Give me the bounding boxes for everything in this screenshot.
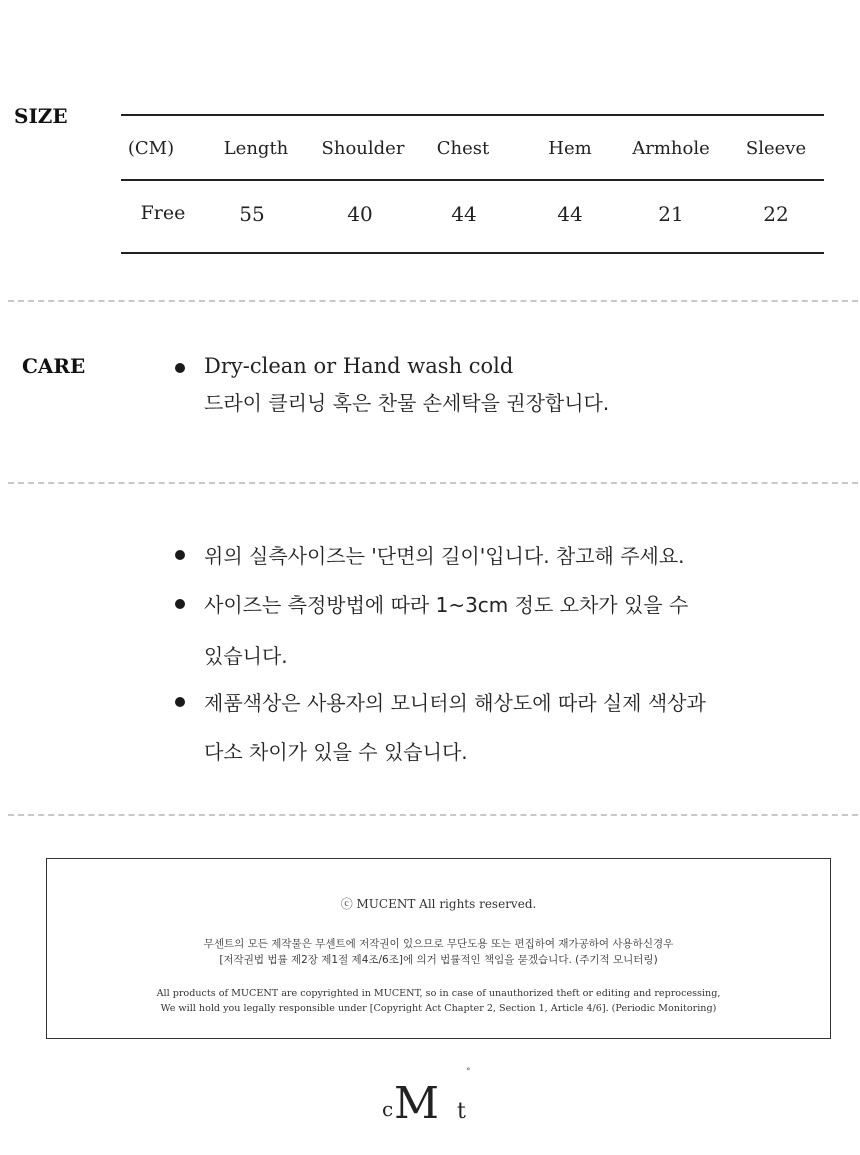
header-sleeve: Sleeve <box>745 138 807 159</box>
copyright-en-line-1: All products of MUCENT are copyrighted in MUCENT, so in case of unauthorized theft or editing and reprocessing, <box>156 988 721 999</box>
copyright-kr-line-1: 무센트의 모든 제작물은 무센트에 저작권이 있으므로 무단도용 또는 편집하여 재가공하여 사용하신경우 <box>203 938 674 950</box>
copyright-kr-line-2: [저작권법 법률 제2장 제1절 제4조/6조]에 의거 법률적인 책임을 묻겠습니다. (주기적 모니터링) <box>219 954 658 966</box>
care-line-kr: 드라이 클리닝 혹은 찬물 손세탁을 권장합니다. <box>204 391 610 415</box>
care-line-en: Dry-clean or Hand wash cold <box>204 354 514 378</box>
note-bullet-1 <box>175 550 185 560</box>
row-shoulder: 40 <box>347 202 373 226</box>
row-length: 55 <box>239 202 265 226</box>
logo-letter-c: c <box>382 1097 394 1121</box>
copyright-line: ⓒ MUCENT All rights reserved. <box>340 897 537 911</box>
table-top-rule <box>121 114 824 116</box>
header-cm: (CM) <box>127 138 175 159</box>
row-size: Free <box>140 202 186 224</box>
header-armhole: Armhole <box>632 138 710 159</box>
header-hem: Hem <box>548 138 592 159</box>
note-2-line-2: 있습니다. <box>204 644 288 668</box>
header-shoulder: Shoulder <box>321 138 405 159</box>
row-armhole: 21 <box>658 202 684 226</box>
care-bullet <box>175 363 185 373</box>
table-header-rule <box>121 179 824 181</box>
size-section-label: SIZE <box>14 104 68 128</box>
logo-letter-t: t <box>457 1099 466 1124</box>
row-hem: 44 <box>557 202 583 226</box>
divider-3 <box>8 814 858 816</box>
note-1-line-1: 위의 실측사이즈는 '단면의 길이'입니다. 참고해 주세요. <box>204 544 685 568</box>
note-3-line-1: 제품색상은 사용자의 모니터의 해상도에 따라 실제 색상과 <box>204 691 706 715</box>
copyright-notice-box <box>46 858 831 1039</box>
note-bullet-2 <box>175 599 185 609</box>
note-3-line-2: 다소 차이가 있을 수 있습니다. <box>204 740 468 764</box>
care-section-label: CARE <box>22 354 86 378</box>
row-sleeve: 22 <box>763 202 789 226</box>
note-2-line-1: 사이즈는 측정방법에 따라 1~3cm 정도 오차가 있을 수 <box>204 593 689 617</box>
logo-letter-m: M <box>394 1078 440 1126</box>
divider-1 <box>8 300 858 302</box>
table-bottom-rule <box>121 252 824 254</box>
header-chest: Chest <box>436 138 490 159</box>
copyright-en-line-2: We will hold you legally responsible under [Copyright Act Chapter 2, Section 1, Article 4/6]. (Periodic Monitoring) <box>160 1003 717 1014</box>
divider-2 <box>8 482 858 484</box>
row-chest: 44 <box>451 202 477 226</box>
logo-mark: ° <box>466 1067 471 1077</box>
header-length: Length <box>223 138 289 159</box>
mucent-logo <box>378 1066 478 1126</box>
note-bullet-3 <box>175 697 185 707</box>
